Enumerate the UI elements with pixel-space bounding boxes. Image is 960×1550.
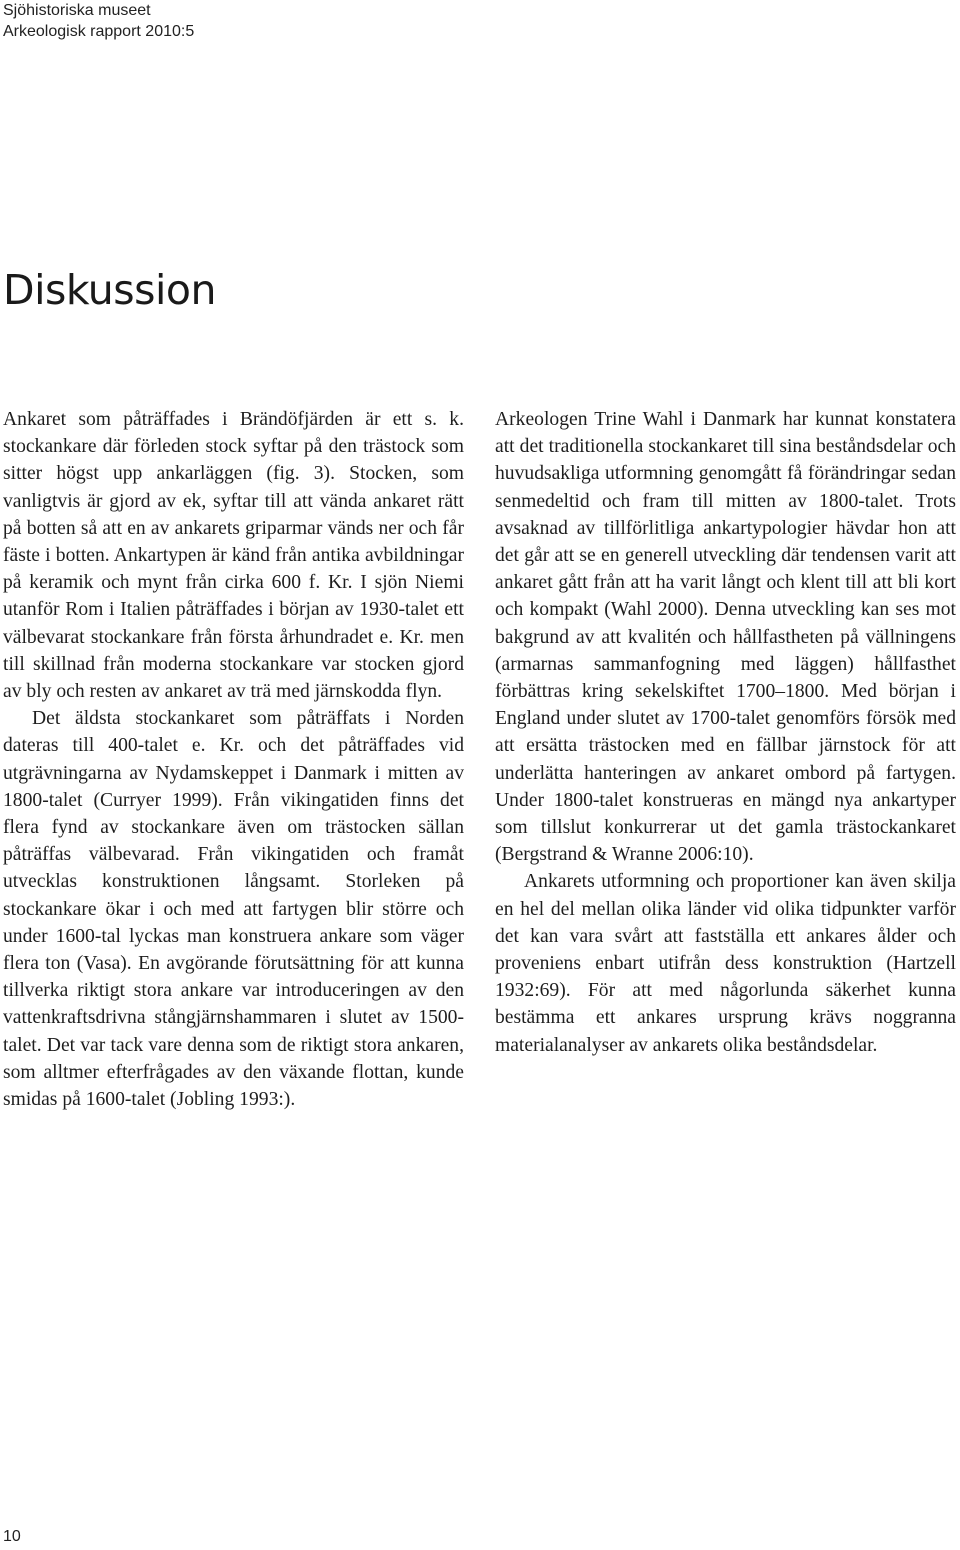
left-text-column [3,406,464,1113]
section-heading: Diskussion [3,266,216,314]
publisher-name: Sjöhistoriska museet [3,2,151,19]
page-number: 10 [3,1528,21,1545]
running-header [3,0,194,42]
report-series: Arkeologisk rapport 2010:5 [3,23,195,40]
paragraph: Det äldsta stockankaret som påträffats i Norden dateras till 400-talet e. Kr. och det påträffades vid utgrävningarna av Nydamskeppet i Danmark i mitten av 1800-talet (Curryer 1999). Från vikingatiden finns det flera fynd av stockankare även om trästocken sällan påträffas välbevarad. Från vikingatiden och framåt utvecklas konstruktionen långsamt. Storleken på stockankare ökar i och med att fartygen blir större och under 1600-tal lyckas man konstruera ankare som väger flera ton (Vasa). En avgörande förutsättning för att kunna tillverka riktigt stora ankare var introduceringen av den vattenkraftsdrivna stångjärnshammaren i slutet av 1500-talet. Det var tack vare denna som de riktigt stora ankaren, som alltmer efterfrågades av den växande flottan, kunde smidas på 1600-talet (Jobling 1993:). [3,708,464,1111]
paragraph: Arkeologen Trine Wahl i Danmark har kunnat konstatera att det traditionella stockankaret till sina beståndsdelar och huvudsakliga utformning genomgått få förändringar sedan senmedeltid och fram till mitten av 1800-talet. Trots avsaknad av tillförlitliga ankartypologier hävdar hon att det går att se en generell utveckling där tendensen varit att ankaret gått från att ha varit långt och klent till att bli kort och kompakt (Wahl 2000). Denna utveckling kan ses mot bakgrund av att kvalitén och hållfastheten på vällningens (armarnas sammanfogning med läggen) hållfasthet förbättras kring sekelskiftet 1700–1800. Med början i England under slutet av 1700-talet genomförs försök med att ersätta trästocken med en fällbar järnstock för att underlätta hanteringen av ankaret ombord på fartygen. Under 1800-talet konstrueras en mängd nya ankartyper som tillslut konkurrerar ut det gamla trästockankaret (Bergstrand & Wranne 2006:10). [495,409,956,866]
paragraph: Ankaret som påträffades i Brändöfjärden är ett s. k. stockankare där förleden stock syftar på den trästock som sitter högst upp ankarläggen (fig. 3). Stocken, som vanligtvis är gjord av ek, syftar till att vända ankaret rätt på botten så att en av ankarets griparmar vänds ner och får fäste i botten. Ankartypen är känd från antika avbildningar på keramik och mynt från cirka 600 f. Kr. I sjön Niemi utanför Rom i Italien påträffades i början av 1930-talet ett välbevarat stockankare från första århundradet e. Kr. men till skillnad från moderna stockankare var stocken gjord av bly och resten av ankaret av trä med järnskodda flyn. [3,409,464,703]
right-text-column [495,406,956,1059]
paragraph: Ankarets utformning och proportioner kan även skilja en hel del mellan olika länder vid olika tidpunkter varför det kan vara svårt att fastställa ett ankares ålder och proveniens enbart utifrån dess konstruktion (Hartzell 1932:69). För att med någorlunda säkerhet kunna bestämma ett ankares ursprung krävs noggranna materialanalyser av ankarets olika beståndsdelar. [495,871,956,1056]
